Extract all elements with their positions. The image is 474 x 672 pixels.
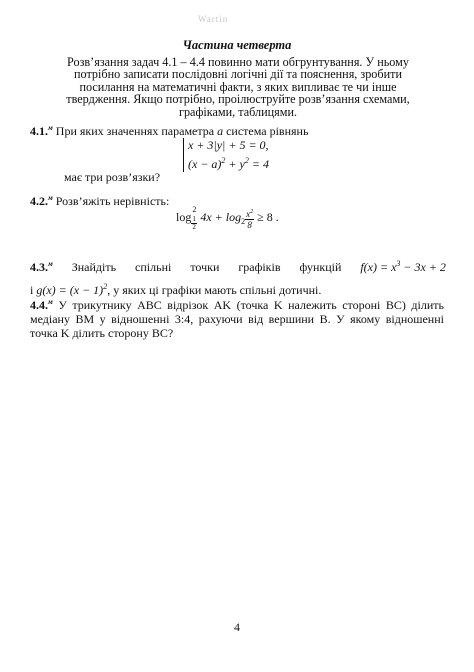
problem-4-1	[30, 121, 450, 139]
problem-number: 4.1.$^м$	[30, 124, 53, 138]
page-number: 4	[234, 620, 240, 634]
equation-2: $(x - a)^2 + y^2 = 4$	[188, 156, 269, 171]
problem-text: При яких значеннях параметра	[55, 124, 215, 138]
equation-1: x + 3|y| + 5 = 0,	[188, 138, 269, 152]
problem-number: 4.2.$^м$	[30, 194, 53, 208]
problem-text: У трикутнику ABC відрізок AK (точка K належить стороні BC) ділить медіану BM у відношенні 3:4, рахуючи від вершини B. У якому відношенні точка K ділить сторону BC?	[30, 298, 445, 340]
problem-4-3	[30, 254, 446, 300]
problem-text: Розв’яжіть нерівність:	[55, 194, 170, 208]
inequality: log 2 $\frac{1}{2}$ $4x + \log_2$ $\frac{x^2}{8}$ ≥ 8 .	[176, 205, 279, 231]
problem-4-3-line-1: 4.3.$^м$ Знайдіть спільні точки графіків функцій $f(x) = x^3 - 3x + 2$	[30, 254, 446, 277]
parameter-symbol: a	[217, 124, 224, 138]
problem-number: 4.4.$^м$	[30, 298, 53, 312]
problem-4-3-line-2: і $g(x) = (x - 1)^2$, у яких ці графіки мають спільні дотичні.	[30, 282, 322, 297]
problem-number: 4.3.$^м$	[30, 260, 53, 274]
problem-4-4	[30, 295, 444, 340]
problem-4-1-question: має три розв’язки?	[64, 170, 161, 184]
problem-text-2: система рівнянь	[226, 124, 309, 138]
section-title: Частина четверта	[182, 38, 292, 52]
faded-stamp: Wartin	[198, 14, 229, 24]
function-g: $g(x) = (x - 1)^2$	[36, 282, 108, 297]
instructions-paragraph: Розв’язання задач 4.1 – 4.4 повинно мати обгрунтування. У ньому потрібно записати послідовні логічні дії та пояснення, зробити посилання на математичні факти, з яких випливає те чи інше твердження. Якщо потрібно, проілюструйте розв’язання схемами, графіками, таблицями.	[66, 55, 410, 119]
function-f: $f(x) = x^3 - 3x + 2$	[360, 259, 446, 274]
equation-system	[183, 138, 318, 172]
